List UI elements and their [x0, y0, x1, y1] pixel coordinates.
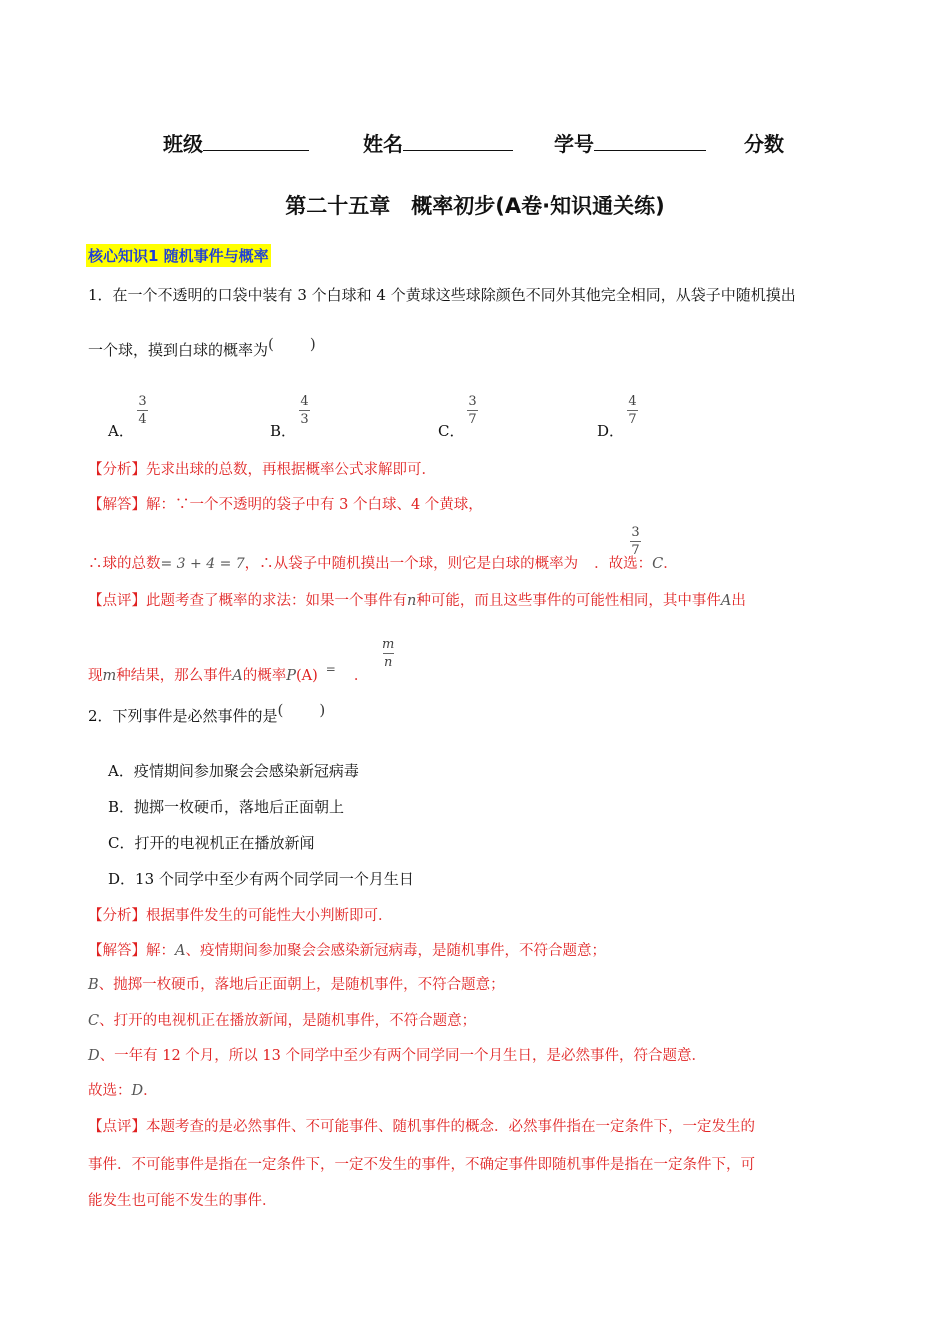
q2-sol-c-letter: C [88, 1013, 100, 1029]
q1-option-b-den: 3 [300, 412, 309, 427]
q1-comment-n: n [407, 593, 417, 609]
q2-sol-a-text: 、疫情期间参加聚会会感染新冠病毒，是随机事件，不符合题意； [185, 943, 606, 959]
q1-sol2-num: 3 [631, 525, 640, 540]
q1-comment-text-c: 出 [731, 593, 746, 609]
q2-option-a: A．疫情期间参加聚会会感染新冠病毒 [108, 762, 359, 780]
q2-comment-line2: 事件．不可能事件是指在一定条件下，一定不发生的事件，不确定事件即随机事件是指在一定条件下，可 [88, 1157, 755, 1173]
q1-option-b-num: 4 [300, 394, 309, 409]
q2-analysis: 【分析】根据事件发生的可能性大小判断即可． [88, 908, 393, 924]
name-blank[interactable] [403, 132, 513, 151]
q1-comment2-text-e: ． [353, 668, 369, 684]
q1-comment2-text-d: (A) [296, 668, 318, 684]
q1-option-a-num: 3 [138, 394, 147, 409]
class-label: 班级 [163, 132, 203, 156]
q1-comment2-text-c: 的概率 [242, 668, 287, 684]
name-field [363, 128, 513, 157]
q2-sol-b-letter: B [88, 977, 99, 993]
q1-option-d-num: 4 [628, 394, 637, 409]
q1-option-c-den: 7 [468, 412, 477, 427]
q1-comment2-eq: = [325, 662, 336, 676]
q2-sol-prefix: 【解答】解： [88, 943, 175, 959]
q1-solution-line1: 【解答】解：∵一个不透明的袋子中有 3 个白球、4 个黄球， [88, 497, 483, 513]
q1-option-a-label: A． [108, 422, 134, 440]
q2-sol-a-letter: A [175, 943, 186, 959]
q1-paren-close: ) [309, 335, 316, 353]
class-field [163, 128, 309, 157]
q1-option-c-label: C． [438, 422, 465, 440]
q1-analysis: 【分析】先求出球的总数，再根据概率公式求解即可． [88, 462, 436, 478]
q2-comment-line3: 能发生也可能不发生的事件． [88, 1193, 277, 1209]
q1-option-b-fraction [299, 394, 310, 427]
q2-sol-c-text: 、打开的电视机正在播放新闻，是随机事件，不符合题意； [99, 1013, 477, 1029]
q1-option-c-fraction [467, 394, 478, 427]
page-title: 第二十五章 概率初步(A卷·知识通关练) [285, 194, 665, 218]
q2-solution-b [88, 973, 505, 994]
number-blank[interactable] [594, 132, 706, 151]
q2-sol-b-text: 、抛掷一枚硬币，落地后正面朝上，是随机事件，不符合题意； [98, 977, 505, 993]
q1-sol2-text-a: ∴球的总数 [88, 556, 161, 572]
q1-stem: 一个球，摸到白球的概率为 [88, 341, 269, 359]
q1-comment2-P: P [286, 668, 296, 684]
q2-stem: 2．下列事件是必然事件的是 [88, 707, 278, 725]
q2-choose-letter: D [131, 1083, 144, 1099]
q1-option-c-num: 3 [468, 394, 477, 409]
q2-paren-open: ( [277, 701, 284, 719]
section-label: 核心知识1 随机事件与概率 [86, 244, 271, 267]
score-label: 分数 [744, 132, 784, 156]
q1-option-b-label: B． [270, 422, 297, 440]
class-blank[interactable] [203, 132, 309, 151]
q2-comment-line1: 【点评】本题考查的是必然事件、不可能事件、随机事件的概念．必然事件指在一定条件下，一定发生的 [88, 1119, 755, 1135]
q2-option-b: B．抛掷一枚硬币，落地后正面朝上 [108, 798, 345, 816]
q1-comment2-fraction [382, 637, 394, 670]
name-label: 姓名 [363, 132, 403, 156]
q2-solution-c [88, 1009, 476, 1030]
q2-solution-d [88, 1044, 706, 1065]
q2-sol-d-text: 、一年有 12 个月，所以 13 个同学中至少有两个同学同一个月生日，是必然事件，符合题意． [99, 1048, 706, 1064]
q1-comment2-den: n [383, 655, 393, 670]
q2-choose-prefix: 故选： [88, 1083, 132, 1099]
q1-paren-open: ( [268, 335, 274, 353]
q2-sol-d-letter: D [88, 1048, 100, 1064]
q1-option-d-fraction [627, 394, 638, 427]
q2-solution-a [88, 939, 606, 960]
q1-comment-line2 [88, 664, 368, 685]
q1-option-a-fraction [137, 394, 148, 427]
q1-comment2-num: m [382, 637, 395, 652]
q1-comment2-A: A [232, 668, 243, 684]
q1-sol2-fraction [630, 525, 641, 558]
q1-sol2-equation: = 3 + 4 = 7 [160, 556, 245, 572]
q2-paren-close: ) [319, 701, 326, 719]
q2-choose [88, 1079, 158, 1100]
q2-option-c: C．打开的电视机正在播放新闻 [108, 834, 315, 852]
q1-comment-A: A [720, 593, 732, 609]
q1-comment-text-b: 种可能，而且这些事件的可能性相同，其中事件 [416, 593, 721, 609]
number-field [554, 128, 706, 157]
q1-sol2-text-c: ．故选： [594, 556, 653, 572]
q1-sol2-text-b: ，∴从袋子中随机摸出一个球，则它是白球的概率为 [244, 556, 579, 572]
q2-choose-suffix: ． [143, 1083, 158, 1099]
q1-line1: 1．在一个不透明的口袋中装有 3 个白球和 4 个黄球这些球除颜色不同外其他完全相同，从袋子中随机摸出 [88, 286, 796, 304]
q1-sol2-den: 7 [631, 543, 640, 558]
q1-line2 [88, 335, 316, 360]
q1-sol2-text-d: ． [663, 556, 678, 572]
q1-comment2-m: m [102, 668, 117, 684]
q2-stem-line [88, 701, 326, 726]
q2-option-d: D．13 个同学中至少有两个同学同一个月生日 [108, 870, 414, 888]
q1-comment-text-a: 【点评】此题考查了概率的求法：如果一个事件有 [88, 593, 407, 609]
q1-option-a-den: 4 [138, 412, 147, 427]
q1-comment2-text-b: 种结果，那么事件 [116, 668, 233, 684]
number-label: 学号 [554, 132, 594, 156]
q1-comment-line1 [88, 589, 746, 610]
q1-option-d-label: D． [597, 422, 625, 440]
q1-sol2-choice: C [652, 556, 664, 572]
q1-option-d-den: 7 [628, 412, 637, 427]
q1-solution-line2 [88, 552, 678, 573]
q1-comment2-text-a: 现 [88, 668, 103, 684]
